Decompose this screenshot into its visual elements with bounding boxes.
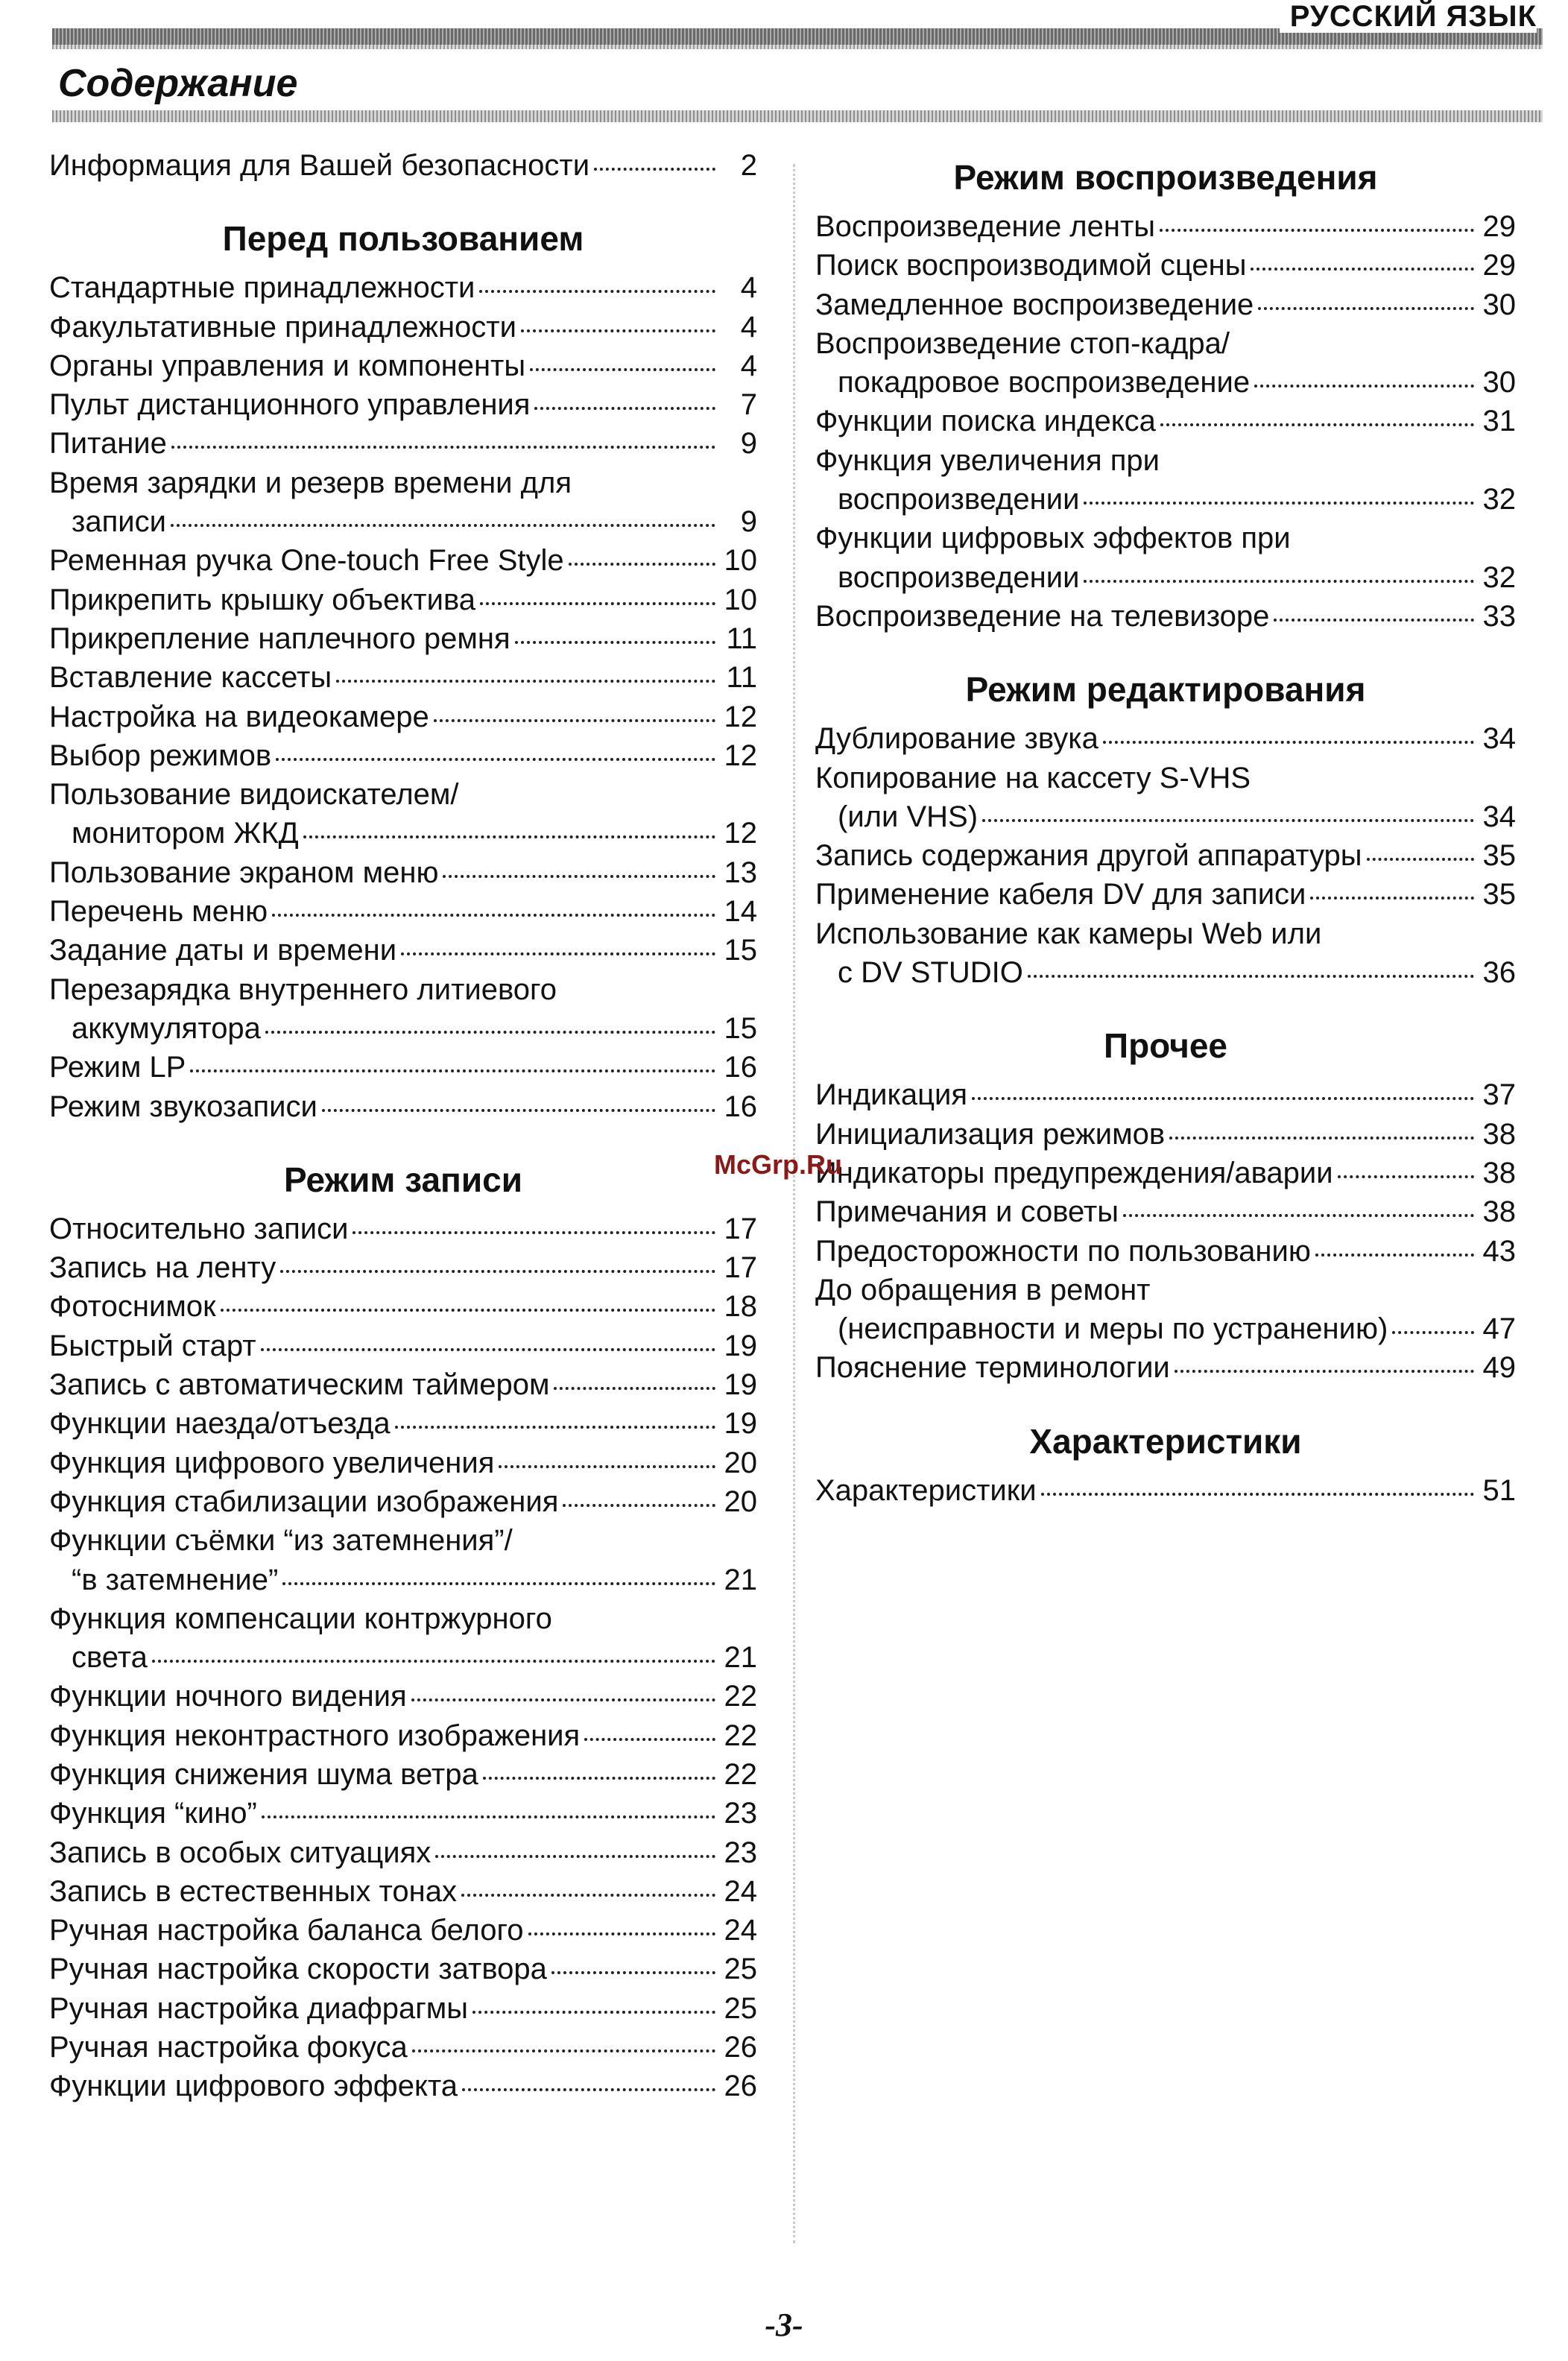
- toc-entry-label: Индикация: [815, 1078, 968, 1112]
- leader-dots: [972, 1097, 1474, 1100]
- toc-entry-page: 11: [726, 622, 757, 655]
- leader-dots: [554, 1387, 715, 1390]
- column-divider: [793, 164, 795, 2243]
- leader-dots: [1274, 619, 1474, 622]
- toc-entry[interactable]: [815, 1192, 1516, 1231]
- toc-entry[interactable]: [49, 931, 757, 970]
- leader-dots: [528, 1932, 715, 1935]
- toc-entry-page: 14: [724, 895, 757, 929]
- leader-dots: [434, 719, 715, 722]
- toc-entry-label: покадровое воспроизведение: [838, 366, 1251, 399]
- toc-entry-label: Относительно записи: [49, 1212, 349, 1245]
- toc-entry-page: 2: [740, 149, 757, 182]
- toc-entry[interactable]: [49, 1248, 757, 1287]
- toc-entry-label: Вставление кассеты: [49, 661, 332, 695]
- toc-entry[interactable]: [49, 1561, 757, 1599]
- toc-entry-label: Ручная настройка диафрагмы: [49, 1991, 469, 2025]
- toc-entry-page: 15: [724, 1011, 757, 1045]
- toc-entry-label-line1[interactable]: Использование как камеры Web или: [815, 917, 1322, 950]
- toc-entry-page: 35: [1482, 878, 1516, 911]
- toc-entry-page: 51: [1482, 1473, 1516, 1507]
- toc-entry[interactable]: [49, 1404, 757, 1443]
- leader-dots: [272, 914, 715, 917]
- toc-entry-label: воспроизведении: [838, 560, 1080, 594]
- leader-dots: [462, 2088, 715, 2091]
- toc-entry-label: Питание: [49, 427, 167, 461]
- section-edit-mode: [815, 666, 1516, 992]
- section-before-use: [49, 215, 757, 1126]
- section-heading: Режим редактирования: [965, 670, 1366, 709]
- toc-entry[interactable]: [49, 853, 757, 892]
- toc-entry[interactable]: [49, 1327, 757, 1365]
- leader-dots: [265, 1031, 715, 1034]
- leader-dots: [261, 1348, 715, 1351]
- leader-dots: [411, 1698, 715, 1701]
- leader-dots: [322, 1109, 715, 1112]
- toc-entry-label: Поиск воспроизводимой сцены: [815, 249, 1247, 282]
- toc-entry-page: 37: [1482, 1078, 1516, 1112]
- toc-entry-label: Задание даты и времени: [49, 934, 397, 967]
- leader-dots: [515, 641, 715, 644]
- toc-entry[interactable]: [815, 1154, 1516, 1192]
- leader-dots: [1084, 502, 1474, 505]
- toc-entry-label: воспроизведении: [838, 483, 1080, 516]
- toc-entry[interactable]: [49, 2067, 757, 2105]
- toc-entry[interactable]: [815, 285, 1516, 324]
- leader-dots: [1310, 897, 1474, 900]
- toc-entry-label: Пользование экраном меню: [49, 856, 439, 889]
- leader-dots: [1251, 268, 1474, 271]
- toc-entry-label: Воспроизведение ленты: [815, 210, 1156, 243]
- leader-dots: [443, 875, 715, 878]
- toc-entry-page: 30: [1482, 366, 1516, 399]
- toc-entry-label: Запись с автоматическим таймером: [49, 1368, 550, 1402]
- toc-entry-page: 29: [1482, 210, 1516, 243]
- toc-entry-label-line1[interactable]: Функции цифровых эффектов при: [815, 522, 1291, 555]
- toc-entry-page: 16: [724, 1090, 757, 1123]
- toc-entry[interactable]: [49, 502, 757, 541]
- toc-entry-page: 9: [740, 505, 757, 539]
- toc-entry-label: Инициализация режимов: [815, 1117, 1166, 1151]
- toc-entry[interactable]: [49, 424, 757, 463]
- toc-entry-label: Режим звукозаписи: [49, 1090, 317, 1123]
- toc-entry[interactable]: [815, 246, 1516, 285]
- leader-dots: [190, 1069, 715, 1072]
- toc-entry[interactable]: [815, 363, 1516, 402]
- section-playback-mode: [815, 154, 1516, 636]
- toc-list: [815, 719, 1516, 992]
- leader-dots: [303, 835, 715, 838]
- leader-dots: [282, 1582, 715, 1585]
- toc-entry-label: Функция “кино”: [49, 1797, 257, 1830]
- toc-entry-page: 12: [724, 700, 757, 733]
- toc-entry[interactable]: [815, 597, 1516, 636]
- leader-dots: [1315, 1254, 1474, 1257]
- toc-entry[interactable]: [49, 1755, 757, 1794]
- section-heading: Характеристики: [1029, 1421, 1302, 1461]
- toc-entry[interactable]: [49, 146, 757, 185]
- leader-dots: [353, 1231, 715, 1234]
- toc-entry-page: 22: [724, 1757, 757, 1791]
- toc-entry-page: 12: [724, 817, 757, 850]
- toc-entry-label: Быстрый старт: [49, 1329, 256, 1362]
- leader-dots: [594, 168, 715, 171]
- leader-dots: [336, 680, 715, 683]
- leader-dots: [569, 563, 715, 566]
- toc-list: [815, 1471, 1516, 1510]
- toc-entry-page: 38: [1482, 1117, 1516, 1151]
- section-specs: [815, 1417, 1516, 1510]
- leader-dots: [479, 290, 715, 293]
- toc-entry-page: 34: [1482, 722, 1516, 756]
- toc-entry-page: 29: [1482, 249, 1516, 282]
- toc-entry-page: 36: [1482, 956, 1516, 990]
- toc-entry-label: Функции ночного видения: [49, 1680, 407, 1713]
- leader-dots: [982, 819, 1474, 822]
- toc-entry-label: Функция стабилизации изображения: [49, 1485, 559, 1518]
- toc-entry-label: (или VHS): [838, 800, 979, 833]
- toc-entry-page: 35: [1482, 839, 1516, 873]
- toc-entry-page: 31: [1482, 405, 1516, 438]
- toc-list: [815, 207, 1516, 636]
- toc-entry-label: Функции поиска индекса: [815, 405, 1156, 438]
- toc-entry[interactable]: [49, 541, 757, 580]
- toc-entry-label: Индикаторы предупреждения/аварии: [815, 1156, 1333, 1189]
- leader-dots: [171, 446, 715, 449]
- leader-dots: [472, 2011, 715, 2014]
- toc-entry-label-line1[interactable]: Копирование на кассету S-VHS: [815, 761, 1251, 794]
- toc-entry[interactable]: [49, 308, 757, 347]
- toc-entry[interactable]: [49, 658, 757, 697]
- toc-entry[interactable]: [49, 347, 757, 385]
- leader-dots: [1123, 1214, 1474, 1217]
- toc-entry[interactable]: [815, 875, 1516, 914]
- toc-entry-label: Функции цифрового эффекта: [49, 2070, 458, 2103]
- toc-entry[interactable]: [49, 1638, 757, 1677]
- toc-entry-page: 11: [726, 661, 757, 695]
- toc-entry[interactable]: [815, 207, 1516, 246]
- toc-entry-label: Характеристики: [815, 1473, 1037, 1507]
- toc-entry-page: 47: [1482, 1312, 1516, 1346]
- toc-entry-page: 32: [1482, 483, 1516, 516]
- header-band-lower: [52, 45, 1543, 49]
- toc-entry[interactable]: [49, 1365, 757, 1404]
- section-heading: Режим воспроизведения: [953, 158, 1378, 197]
- toc-entry-label: Фотоснимок: [49, 1290, 216, 1324]
- toc-entry-page: 19: [724, 1368, 757, 1402]
- leader-dots: [395, 1426, 715, 1429]
- toc-entry-label-line1[interactable]: До обращения в ремонт: [815, 1273, 1151, 1306]
- toc-entry-page: 32: [1482, 560, 1516, 594]
- toc-entry-label: Факультативные принадлежности: [49, 310, 516, 344]
- toc-list: [49, 268, 757, 1126]
- toc-entry-label: Запись на ленту: [49, 1251, 276, 1285]
- toc-entry[interactable]: [49, 1210, 757, 1248]
- toc-entry-label: Функция цифрового увеличения: [49, 1446, 495, 1479]
- toc-entry[interactable]: [815, 1348, 1516, 1387]
- toc-entry-label: Дублирование звука: [815, 722, 1098, 756]
- page-title: Содержание: [58, 62, 298, 105]
- leader-dots: [1392, 1331, 1474, 1334]
- intro-section: [49, 146, 757, 185]
- toc-entry-label: Функция неконтрастного изображения: [49, 1719, 581, 1752]
- toc-entry-page: 19: [724, 1407, 757, 1441]
- toc-entry[interactable]: [49, 1444, 757, 1482]
- leader-dots: [1041, 1493, 1474, 1496]
- toc-entry[interactable]: [49, 1048, 757, 1087]
- toc-entry-page: 25: [724, 1991, 757, 2025]
- toc-entry-label: Воспроизведение на телевизоре: [815, 599, 1270, 633]
- toc-entry-label: Перечень меню: [49, 895, 268, 929]
- toc-entry-label-line1[interactable]: Пользование видоискателем/: [49, 778, 459, 812]
- toc-entry-label-line1[interactable]: Функция увеличения при: [815, 443, 1160, 477]
- toc-entry-label: Прикрепление наплечного ремня: [49, 622, 510, 655]
- toc-list: [815, 1075, 1516, 1387]
- leader-dots: [521, 329, 715, 332]
- leader-dots: [480, 602, 715, 605]
- toc-entry-label: Настройка на видеокамере: [49, 700, 429, 733]
- section-record-mode: [49, 1156, 757, 2106]
- toc-list: [49, 1210, 757, 2106]
- toc-entry-page: 43: [1482, 1234, 1516, 1268]
- toc-entry[interactable]: [49, 1087, 757, 1126]
- leader-dots: [483, 1777, 715, 1780]
- toc-entry-label: Пояснение терминологии: [815, 1351, 1170, 1385]
- toc-entry-label: Прикрепить крышку объектива: [49, 583, 475, 616]
- toc-entry-page: 16: [724, 1051, 757, 1084]
- toc-entry[interactable]: [815, 480, 1516, 519]
- toc-entry[interactable]: [49, 619, 757, 658]
- toc-entry-page: 15: [724, 934, 757, 967]
- toc-entry-page: 4: [740, 271, 757, 305]
- toc-entry-label: Применение кабеля DV для записи: [815, 878, 1306, 911]
- toc-entry-page: 38: [1482, 1195, 1516, 1229]
- toc-entry[interactable]: [815, 797, 1516, 836]
- toc-entry-page: 19: [724, 1329, 757, 1362]
- toc-entry-label-line1[interactable]: Время зарядки и резерв времени для: [49, 466, 572, 499]
- toc-entry-label: (неисправности и меры по устранению): [838, 1312, 1388, 1346]
- toc-entry-page: 21: [724, 1563, 757, 1596]
- toc-entry-label: с DV STUDIO: [838, 956, 1023, 990]
- toc-entry-label-line1[interactable]: Воспроизведение стоп-кадра/: [815, 326, 1230, 360]
- toc-entry[interactable]: [815, 836, 1516, 875]
- leader-dots: [499, 1465, 715, 1468]
- toc-entry-label-line1[interactable]: Функции съёмки “из затемнения”/: [49, 1524, 513, 1558]
- toc-entry-label: света: [72, 1641, 148, 1675]
- leader-dots: [262, 1815, 715, 1818]
- toc-entry[interactable]: [49, 1287, 757, 1326]
- toc-entry-label: Примечания и советы: [815, 1195, 1119, 1229]
- leader-dots: [1028, 975, 1474, 978]
- toc-entry-label: Ручная настройка фокуса: [49, 2031, 408, 2064]
- toc-entry-page: 22: [724, 1680, 757, 1713]
- toc-entry-page: 26: [724, 2031, 757, 2064]
- toc-entry[interactable]: [49, 1989, 757, 2028]
- leader-dots: [1160, 229, 1474, 232]
- toc-entry-page: 7: [740, 388, 757, 422]
- toc-entry[interactable]: [815, 1232, 1516, 1271]
- right-column: [815, 154, 1516, 1510]
- toc-entry-page: 4: [740, 349, 757, 382]
- toc-entry-label: Ременная ручка One-touch Free Style: [49, 544, 564, 578]
- toc-entry-page: 22: [724, 1719, 757, 1752]
- toc-entry[interactable]: [49, 1950, 757, 1988]
- toc-entry-page: 10: [724, 544, 757, 578]
- toc-entry[interactable]: [49, 1009, 757, 1048]
- toc-entry[interactable]: [815, 1115, 1516, 1154]
- leader-dots: [1175, 1370, 1474, 1373]
- toc-entry-label: Замедленное воспроизведение: [815, 288, 1254, 321]
- leader-dots: [530, 368, 715, 371]
- toc-entry-label: аккумулятора: [72, 1011, 261, 1045]
- section-heading: Прочее: [1104, 1026, 1227, 1066]
- toc-entry-page: 21: [724, 1641, 757, 1675]
- leader-dots: [551, 1971, 715, 1974]
- toc-entry[interactable]: [815, 1075, 1516, 1114]
- toc-entry[interactable]: [49, 1677, 757, 1716]
- toc-entry-page: 17: [724, 1251, 757, 1285]
- toc-entry-label: Режим LP: [49, 1051, 186, 1084]
- toc-entry-page: 10: [724, 583, 757, 616]
- toc-entry-label: Органы управления и компоненты: [49, 349, 526, 382]
- toc-entry-page: 38: [1482, 1156, 1516, 1189]
- toc-entry[interactable]: [49, 385, 757, 424]
- toc-entry-page: 26: [724, 2070, 757, 2103]
- leader-dots: [152, 1660, 715, 1663]
- toc-entry-page: 49: [1482, 1351, 1516, 1385]
- toc-entry-page: 30: [1482, 288, 1516, 321]
- toc-entry-label: Запись в естественных тонах: [49, 1874, 457, 1908]
- toc-entry-page: 25: [724, 1953, 757, 1986]
- toc-entry[interactable]: [49, 1716, 757, 1755]
- watermark: McGrp.Ru: [714, 1149, 843, 1180]
- toc-entry[interactable]: [49, 268, 757, 307]
- leader-dots: [1338, 1175, 1474, 1178]
- toc-entry-page: 9: [740, 427, 757, 461]
- leader-dots: [1367, 858, 1474, 861]
- toc-entry-page: 18: [724, 1290, 757, 1324]
- leader-dots: [276, 758, 715, 761]
- toc-entry[interactable]: [815, 1471, 1516, 1510]
- toc-entry-label: Информация для Вашей безопасности: [49, 149, 590, 182]
- leader-dots: [1169, 1137, 1474, 1140]
- leader-dots: [412, 2049, 715, 2052]
- toc-entry[interactable]: [49, 1833, 757, 1872]
- leader-dots: [171, 524, 715, 527]
- toc-entry-page: 23: [724, 1836, 757, 1869]
- toc-entry-page: 24: [724, 1914, 757, 1947]
- toc-entry-label: “в затемнение”: [72, 1563, 279, 1596]
- toc-entry-label-line1[interactable]: Функция компенсации контржурного: [49, 1602, 552, 1635]
- left-column: [49, 146, 757, 2106]
- toc-entry-label: записи: [72, 505, 166, 539]
- leader-dots: [280, 1270, 715, 1273]
- leader-dots: [563, 1504, 715, 1507]
- toc-entry-label: Выбор режимов: [49, 739, 272, 772]
- toc-entry-label: Предосторожности по пользованию: [815, 1234, 1311, 1268]
- toc-entry[interactable]: [49, 1911, 757, 1950]
- leader-dots: [534, 407, 715, 410]
- toc-entry[interactable]: [815, 558, 1516, 597]
- toc-entry-label: Запись содержания другой аппаратуры: [815, 839, 1362, 873]
- toc-entry[interactable]: [49, 581, 757, 619]
- leader-dots: [461, 1894, 715, 1897]
- leader-dots: [1254, 385, 1474, 388]
- title-underline-band: [52, 110, 1543, 122]
- leader-dots: [584, 1738, 715, 1741]
- language-label: РУССКИЙ ЯЗЫК: [1280, 0, 1537, 33]
- toc-entry[interactable]: [49, 1872, 757, 1911]
- toc-entry-page: 12: [724, 739, 757, 772]
- toc-entry-page: 4: [740, 310, 757, 344]
- toc-entry[interactable]: [49, 814, 757, 853]
- leader-dots: [401, 952, 715, 955]
- toc-entry-page: 34: [1482, 800, 1516, 833]
- page-number: -3-: [765, 2307, 803, 2343]
- toc-entry[interactable]: [49, 698, 757, 736]
- toc-entry-label: Запись в особых ситуациях: [49, 1836, 431, 1869]
- toc-entry-page: 17: [724, 1212, 757, 1245]
- toc-entry[interactable]: [49, 1482, 757, 1521]
- toc-entry-label-line1[interactable]: Перезарядка внутреннего литиевого: [49, 973, 557, 1006]
- toc-entry-page: 20: [724, 1485, 757, 1518]
- toc-entry[interactable]: [815, 1309, 1516, 1348]
- toc-entry-label: монитором ЖКД: [72, 817, 299, 850]
- leader-dots: [1258, 307, 1474, 310]
- leader-dots: [1103, 741, 1474, 744]
- leader-dots: [1160, 423, 1474, 426]
- toc-entry-page: 33: [1482, 599, 1516, 633]
- toc-entry[interactable]: [49, 2028, 757, 2067]
- leader-dots: [435, 1855, 715, 1858]
- toc-entry-label: Пульт дистанционного управления: [49, 388, 531, 422]
- toc-entry-page: 13: [724, 856, 757, 889]
- toc-entry-label: Функции наезда/отъезда: [49, 1407, 391, 1441]
- leader-dots: [1084, 580, 1474, 583]
- toc-entry[interactable]: [49, 1794, 757, 1833]
- leader-dots: [221, 1309, 715, 1312]
- toc-entry[interactable]: [49, 736, 757, 775]
- section-heading: Режим записи: [284, 1160, 522, 1199]
- toc-entry-page: 20: [724, 1446, 757, 1479]
- toc-entry-label: Ручная настройка скорости затвора: [49, 1953, 547, 1986]
- toc-entry-label: Ручная настройка баланса белого: [49, 1914, 524, 1947]
- toc-entry-page: 24: [724, 1874, 757, 1908]
- toc-entry[interactable]: [815, 719, 1516, 758]
- toc-entry-label: Стандартные принадлежности: [49, 271, 475, 305]
- toc-entry-page: 23: [724, 1797, 757, 1830]
- section-other: [815, 1022, 1516, 1387]
- toc-entry[interactable]: [49, 892, 757, 931]
- toc-entry-label: Функция снижения шума ветра: [49, 1757, 478, 1791]
- toc-entry[interactable]: [815, 953, 1516, 992]
- toc-entry[interactable]: [815, 402, 1516, 440]
- section-heading: Перед пользованием: [222, 219, 584, 259]
